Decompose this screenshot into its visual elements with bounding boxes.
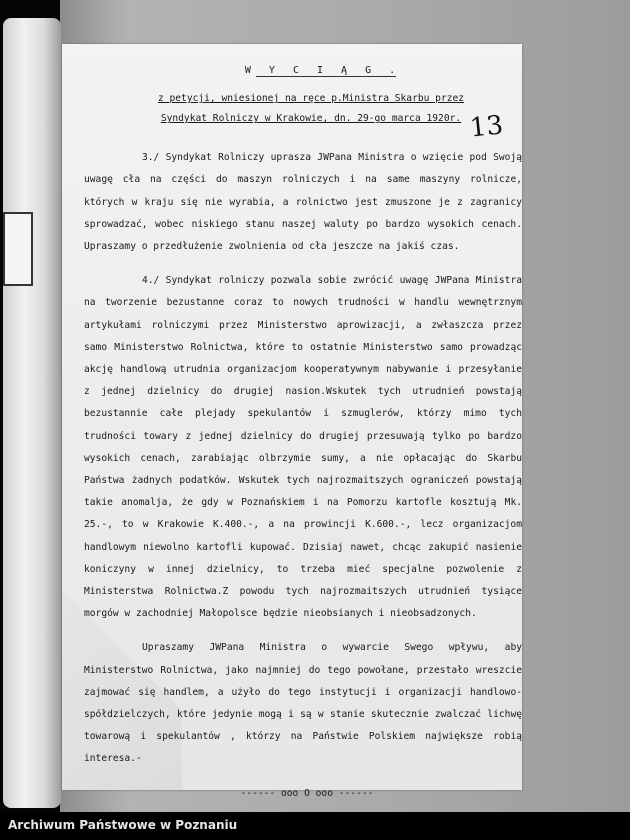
paragraph-3	[84, 147, 522, 258]
handwritten-page-number: 13	[468, 110, 505, 144]
spine-label-box	[3, 212, 33, 286]
paragraph-4	[84, 270, 522, 625]
document-subtitle	[84, 89, 522, 129]
paragraph-closing-text: Upraszamy JWPana Ministra o wywarcie Swego wpływu, aby Ministerstwo Rolnictwa, jako najmniej do tego powołane, przestało wreszcie zajmować się handlem, a użyło do tego instytucji i organizacji handlowo-spółdzielczych, które jedynie mogą i są w stanie skutecznie zwalczać lichwę towarową i spekulantów , którzy na Państwie Polskiem największe robią interesa.-	[84, 642, 522, 765]
subtitle-line-1: z petycji, wniesionej na ręce p.Ministra Skarbu przez	[157, 93, 465, 105]
binder-spine	[3, 18, 61, 808]
paragraph-closing	[84, 637, 522, 770]
typewritten-text	[84, 60, 522, 805]
document-title: W Y C I Ą G .	[244, 65, 402, 76]
subtitle-line-2: Syndykat Rolniczy w Krakowie, dn. 29-go marca 1920r.	[160, 113, 462, 125]
paragraph-4-text: 4./ Syndykat rolniczy pozwala sobie zwrócić uwagę JWPana Ministra na tworzenie bezustanne coraz to nowych trudności w handlu wewnętrznym artykułami rolniczymi przez Ministerstwo aprowizacji, a zwłaszcza przez samo Ministerstwo Rolnictwa, które to ostatnie Ministerstwo samo prowadząc akcję handlową utrudnia organizacjom kooperatywnym nabywanie i przesyłanie z jednej dzielnicy do drugiej nasion.Wskutek tych utrudnień powstają bezustannie całe plejady spekulantów i szmuglerów, którzy mimo tych trudności towary z jednej dzielnicy do drugiej przesuwają tylko po bardzo wysokich cenach, zarabiając olbrzymie sumy, a nie opłacając do Skarbu Państwa żadnych podatków. Wskutek tych najrozmaitszych ograniczeń powstają takie anomalja, że gdy w Poznańskiem i na Pomorzu kartofle kosztują Mk. 25.-, to w Krakowie K.400.-, a na prowincji K.600.-, lecz organizacjom handlowym niewolno kartofli kupować. Dzisiaj nawet, chcąc zakupić nasienie koniczyny w innej dzielnicy, to trzeba mieć specjalne pozwolenie z Ministerstwa Rolnictwa.Z powodu tych najrozmaitszych utrudnień tysiące morgów w zachodniej Małopolsce będzie nieobsianych i nieobsadzonych.	[84, 275, 522, 620]
end-marker: ------ ooo O ooo ------	[240, 787, 374, 799]
paragraph-3-text: 3./ Syndykat Rolniczy upraszа JWPana Ministra o wzięcie pod Swoją uwagę cła na części do maszyn rolniczych i na same maszyny rolnicze, których w kraju się nie wyrabia, a rolnictwo jest zmuszone je z zagranicy sprowadzać, wobec niskiego stanu naszej waluty po bardzo wysokich cenach. Upraszamy o przedłużenie zwolnienia od cła jeszcze na jakiś czas.	[84, 152, 522, 253]
archive-footer-label: Archiwum Państwowe w Poznaniu	[8, 818, 238, 832]
